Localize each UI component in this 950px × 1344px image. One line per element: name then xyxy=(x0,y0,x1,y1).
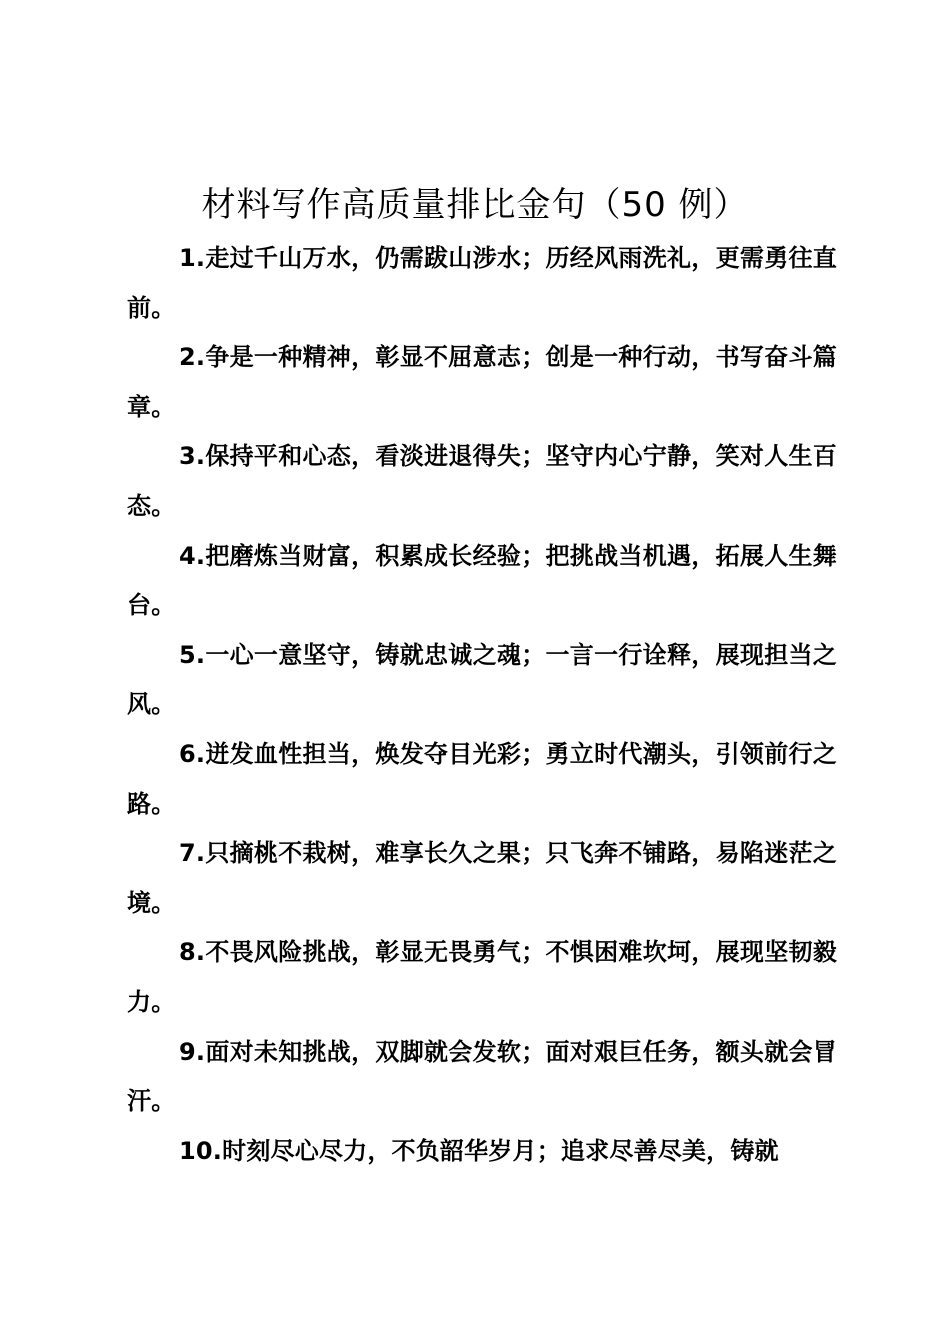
list-item: 6.迸发血性担当，焕发夺目光彩；勇立时代潮头，引领前行之路。 xyxy=(127,739,837,818)
list-item: 7.只摘桃不栽树，难享长久之果；只飞奔不铺路，易陷迷茫之境。 xyxy=(127,839,837,917)
list-item: 8.不畏风险挑战，彰显无畏勇气；不惧困难坎坷，展现坚韧毅力。 xyxy=(127,938,837,1016)
list-item: 2.争是一种精神，彰显不屈意志；创是一种行动，书写奋斗篇章。 xyxy=(127,343,837,421)
document-title: 材料写作高质量排比金句（50 例） xyxy=(201,185,749,225)
list-item: 1.走过千山万水，仍需跋山涉水；历经风雨洗礼，更需勇往直前。 xyxy=(127,244,837,322)
list-item: 4.把磨炼当财富，积累成长经验；把挑战当机遇，拓展人生舞台。 xyxy=(127,541,837,620)
list-item: 10.时刻尽心尽力，不负韶华岁月；追求尽善尽美，铸就 xyxy=(179,1136,779,1165)
list-item: 9.面对未知挑战，双脚就会发软；面对艰巨任务，额头就会冒汗。 xyxy=(127,1037,837,1116)
list-item: 3.保持平和心态，看淡进退得失；坚守内心宁静，笑对人生百态。 xyxy=(127,442,837,520)
list-item: 5.一心一意坚守，铸就忠诚之魂；一言一行诠释，展现担当之风。 xyxy=(127,640,837,719)
sentence-list xyxy=(127,234,837,1176)
